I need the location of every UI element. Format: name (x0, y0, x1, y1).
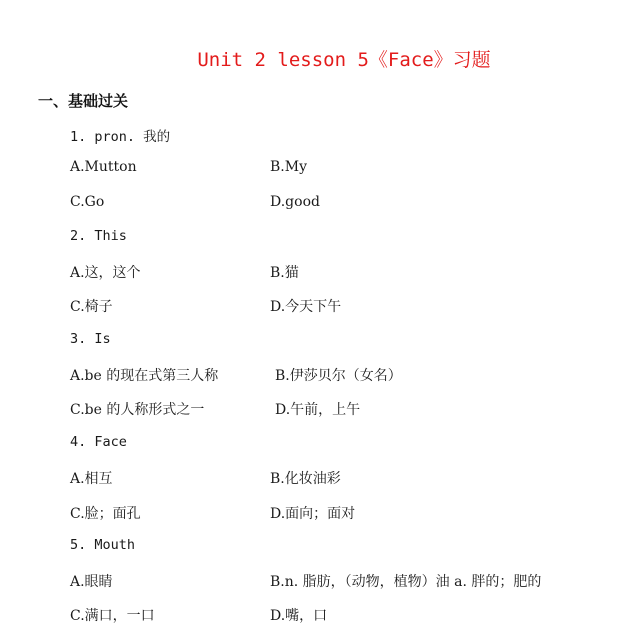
question-stem: 2. This (70, 228, 127, 244)
option-a: A.Mutton (70, 159, 137, 175)
question-stem: 1. pron. 我的 (70, 129, 171, 145)
option-b: B.化妆油彩 (270, 471, 341, 487)
option-d: D.午前，上午 (275, 402, 361, 418)
option-a: A.这，这个 (70, 265, 141, 281)
option-a: A.be 的现在式第三人称 (70, 368, 219, 384)
option-c: C.脸；面孔 (70, 506, 141, 522)
question-stem: 3. Is (70, 331, 111, 347)
section-heading: 一、基础过关 (38, 92, 129, 110)
option-b: B.猫 (270, 265, 299, 281)
option-a: A.眼睛 (70, 574, 113, 590)
option-b: B.伊莎贝尔（女名） (275, 368, 402, 384)
option-b: B.My (270, 159, 307, 175)
option-c: C.be 的人称形式之一 (70, 402, 205, 418)
option-c: C.Go (70, 194, 105, 210)
page-title: Unit 2 lesson 5《Face》习题 (197, 49, 491, 71)
option-d: D.面向；面对 (270, 506, 356, 522)
option-c: C.椅子 (70, 299, 113, 315)
option-d: D.嘴，口 (270, 608, 328, 624)
option-d: D.good (270, 194, 320, 210)
option-c: C.满口，一口 (70, 608, 155, 624)
option-a: A.相互 (70, 471, 113, 487)
question-stem: 5. Mouth (70, 537, 136, 553)
option-d: D.今天下午 (270, 299, 342, 315)
option-b: B.n. 脂肪，（动物，植物）油 a. 胖的；肥的 (270, 574, 542, 590)
question-stem: 4. Face (70, 434, 127, 450)
